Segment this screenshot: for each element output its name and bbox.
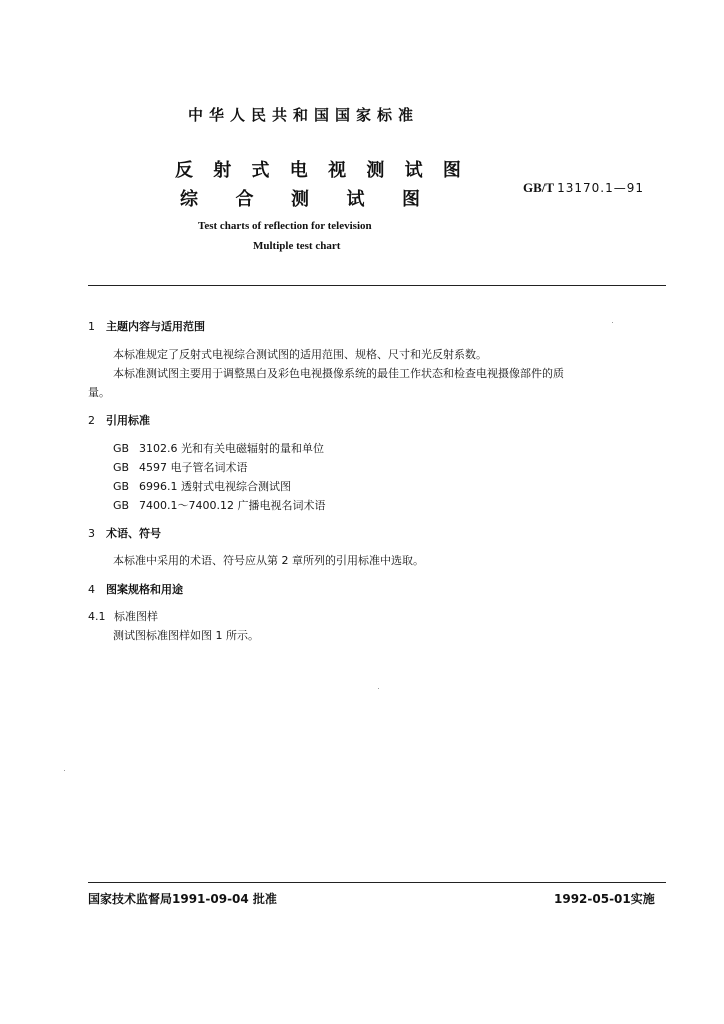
section-1-heading <box>88 318 205 334</box>
scan-speck <box>64 770 65 771</box>
section-1-paragraph-2-cont: 量。 <box>88 386 110 399</box>
title-chinese-char: 试 <box>346 189 369 210</box>
implementation-date: 1992-05-01实施 <box>554 892 655 906</box>
section-1-paragraph-1: 本标准规定了反射式电视综合测试图的适用范围、规格、尺寸和光反射系数。 <box>113 348 487 361</box>
section-4-1-heading <box>88 608 158 624</box>
title-english-line1: Test charts of reflection for television <box>198 220 372 232</box>
reference-text: 4597 电子管名词术语 <box>139 461 248 474</box>
section-4-heading <box>88 581 183 597</box>
title-chinese-char: 图 <box>402 189 424 210</box>
footer-divider <box>88 882 666 883</box>
reference-item <box>113 440 324 456</box>
section-number: 4 <box>88 583 95 596</box>
section-title: 图案规格和用途 <box>106 583 183 596</box>
reference-item <box>113 478 291 494</box>
scan-speck <box>378 688 379 689</box>
reference-prefix: GB <box>113 499 130 512</box>
section-2-heading <box>88 412 150 428</box>
section-number: 1 <box>88 320 95 333</box>
header-divider <box>88 285 666 286</box>
reference-item <box>113 459 248 475</box>
section-title: 引用标准 <box>106 414 150 427</box>
title-chinese-char: 测 <box>291 189 313 210</box>
title-chinese-char: 综 <box>180 189 202 210</box>
section-number: 4.1 <box>88 610 106 623</box>
section-title: 术语、符号 <box>106 527 161 540</box>
title-chinese-line2 <box>180 185 424 211</box>
reference-text: 3102.6 光和有关电磁辐射的量和单位 <box>139 442 324 455</box>
section-3-heading <box>88 525 161 541</box>
reference-prefix: GB <box>113 480 130 493</box>
approval-info: 国家技术监督局1991-09-04 批准 <box>88 892 277 906</box>
section-title: 主题内容与适用范围 <box>106 320 205 333</box>
section-4-1-paragraph: 测试图标准图样如图 1 所示。 <box>113 629 259 642</box>
scan-speck <box>612 322 613 323</box>
section-number: 2 <box>88 414 95 427</box>
standard-number <box>523 180 644 196</box>
reference-item <box>113 497 325 513</box>
reference-text: 7400.1～7400.12 广播电视名词术语 <box>139 499 326 512</box>
section-title: 标准图样 <box>114 610 158 623</box>
standard-prefix: GB/T <box>523 180 554 195</box>
title-chinese-line1: 反 射 式 电 视 测 试 图 <box>175 160 465 181</box>
standard-code: 13170.1—91 <box>557 181 644 195</box>
reference-prefix: GB <box>113 461 130 474</box>
section-3-paragraph: 本标准中采用的术语、符号应从第 2 章所列的引用标准中选取。 <box>113 554 424 567</box>
title-chinese-char: 合 <box>235 189 258 210</box>
section-number: 3 <box>88 527 95 540</box>
reference-text: 6996.1 透射式电视综合测试图 <box>139 480 291 493</box>
section-1-paragraph-2: 本标准测试图主要用于调整黑白及彩色电视摄像系统的最佳工作状态和检查电视摄像部件的质 <box>113 367 564 380</box>
title-english-line2: Multiple test chart <box>253 240 341 252</box>
reference-prefix: GB <box>113 442 130 455</box>
issuing-authority: 中华人民共和国国家标准 <box>187 106 419 124</box>
